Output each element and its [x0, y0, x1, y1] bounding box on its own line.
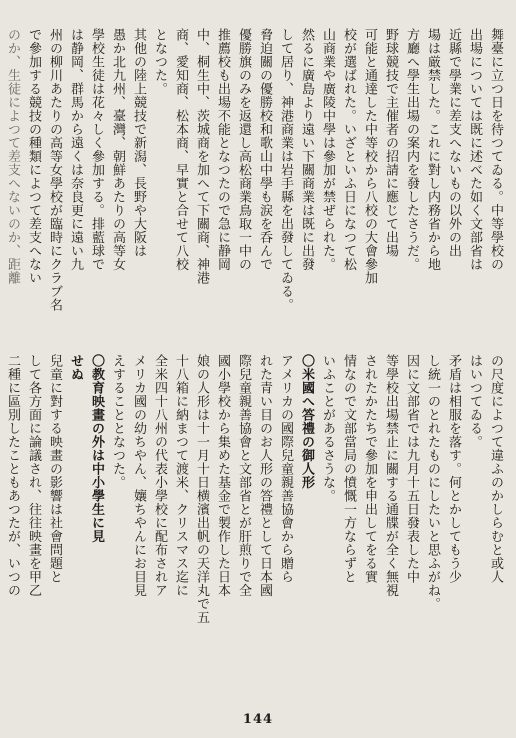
upper-text-column: 場は厳禁した。これに對し内務省から地 — [425, 28, 440, 271]
lower-text-column: 娘の人形は十一月十日横濱出帆の天洋丸で五 — [194, 354, 209, 624]
lower-text-column: 二種に區別したこともあつたが、いつの — [5, 354, 20, 597]
lower-text-column: されたかたちで參加を申出してをる實 — [362, 354, 377, 584]
page-number: 144 — [242, 712, 274, 727]
upper-text-block — [5, 28, 506, 343]
upper-text-column: 野球競技で主催者の招請に應じて出場 — [383, 28, 398, 258]
lower-text-column: し統一のとれたものにしたいと思ふがね。 — [425, 354, 440, 611]
lower-text-column: 情なので文部當局の憤慨一方ならずと — [341, 354, 356, 584]
upper-text-column: 其他の陸上競技で新潟、長野や大阪は — [131, 28, 146, 258]
lower-text-column: 矛盾は相服を落す。何とかしてもう少 — [446, 354, 461, 584]
upper-text-column: 然るに廣島より遠い下關商業は既に出發 — [299, 28, 314, 271]
upper-text-column: となつた。 — [152, 28, 167, 96]
lower-heading: せぬ — [68, 354, 83, 381]
lower-text-column: の尺度によつて違ふのかしらむと或人 — [488, 354, 503, 584]
upper-text-column: 山商業や廣陵中學は參加が禁ぜられた。 — [320, 28, 335, 271]
upper-text-column: 近縣で學業に差支へないもの以外の出 — [446, 28, 461, 258]
lower-text-block — [5, 354, 506, 690]
upper-text-column: して居り、神港商業は岩手縣を出發してゐる。 — [278, 28, 293, 312]
upper-text-column: 州の柳川あたりの高等女學校が臨時にクラブ名 — [47, 28, 62, 312]
lower-text-column: メリカ國の幼ちやん、孃ちやんにお目見 — [131, 354, 146, 597]
lower-text-column: 國小學校から集めた基金で製作した日本 — [215, 354, 230, 597]
lower-text-column: 際兒童親善協會と文部省とが肝煎りで全 — [236, 354, 251, 597]
upper-text-column: 出場については既に述べた如く文部省は — [467, 28, 482, 271]
upper-text-column: 推薦校も出場不能となつたので急に静岡 — [215, 28, 230, 271]
lower-text-column: 因に文部省では九月十五日發表した中 — [404, 354, 419, 584]
upper-text-column: のか、生徒によつて差支へないのか、距離 — [5, 28, 20, 285]
upper-text-column: 商、愛知商、松本商、早實と合せて八校 — [173, 28, 188, 271]
upper-text-column: 脅迫關の優勝校和歌山中學も涙を呑んで — [257, 28, 272, 271]
upper-text-column: 可能と通達した中等校から八校の大會參加 — [362, 28, 377, 285]
lower-text-column: えすることとなつた。 — [110, 354, 125, 489]
lower-text-column: して各方面に論議され、往往映畫を甲乙 — [26, 354, 41, 597]
lower-heading: 〇教育映畫の外は中小學生に見 — [89, 354, 104, 543]
lower-text-column: いふことがあるさうな。 — [320, 354, 335, 503]
upper-text-column: 優勝旗のみを返還し高松商業鳥取一中の — [236, 28, 251, 271]
upper-text-column: 校が選ばれた。いざといふ日になつて松 — [341, 28, 356, 271]
upper-text-column: は静岡、群馬から遠くは奈良更に遠い九 — [68, 28, 83, 271]
lower-heading: 〇米國へ答禮の御人形 — [299, 354, 314, 489]
lower-text-column: 十八箱に納まつて渡米、クリスマス迄に — [173, 354, 188, 597]
upper-text-column: で參加する競技の種類によつて差支へない — [26, 28, 41, 285]
lower-text-column: アメリカの國際兒童親善協會から贈ら — [278, 354, 293, 584]
lower-text-column: 等學校出場禁止に關する通牒が全く無視 — [383, 354, 398, 597]
upper-text-column: 中、桐生中、茨城商を加へて下關商、神港 — [194, 28, 209, 285]
upper-text-column: 方廳へ學生出場の案内を發したさうだ。 — [404, 28, 419, 271]
lower-text-column: 兒童に對する映畫の影響は社會問題と — [47, 354, 62, 584]
lower-text-column: れた青い目のお人形の答禮として日本國 — [257, 354, 272, 597]
lower-text-column: はいつてゐる。 — [467, 354, 482, 449]
upper-text-column: 舞臺に立つ日を待つてゐる。中等學校の — [488, 28, 503, 271]
upper-text-column: 學校生徒は花々しく參加する。排藍球で — [89, 28, 104, 271]
upper-text-column: 愚か北九州、臺灣、朝鮮あたりの高等女 — [110, 28, 125, 271]
lower-text-column: 全米四十八州の代表小學校に配布されア — [152, 354, 167, 597]
